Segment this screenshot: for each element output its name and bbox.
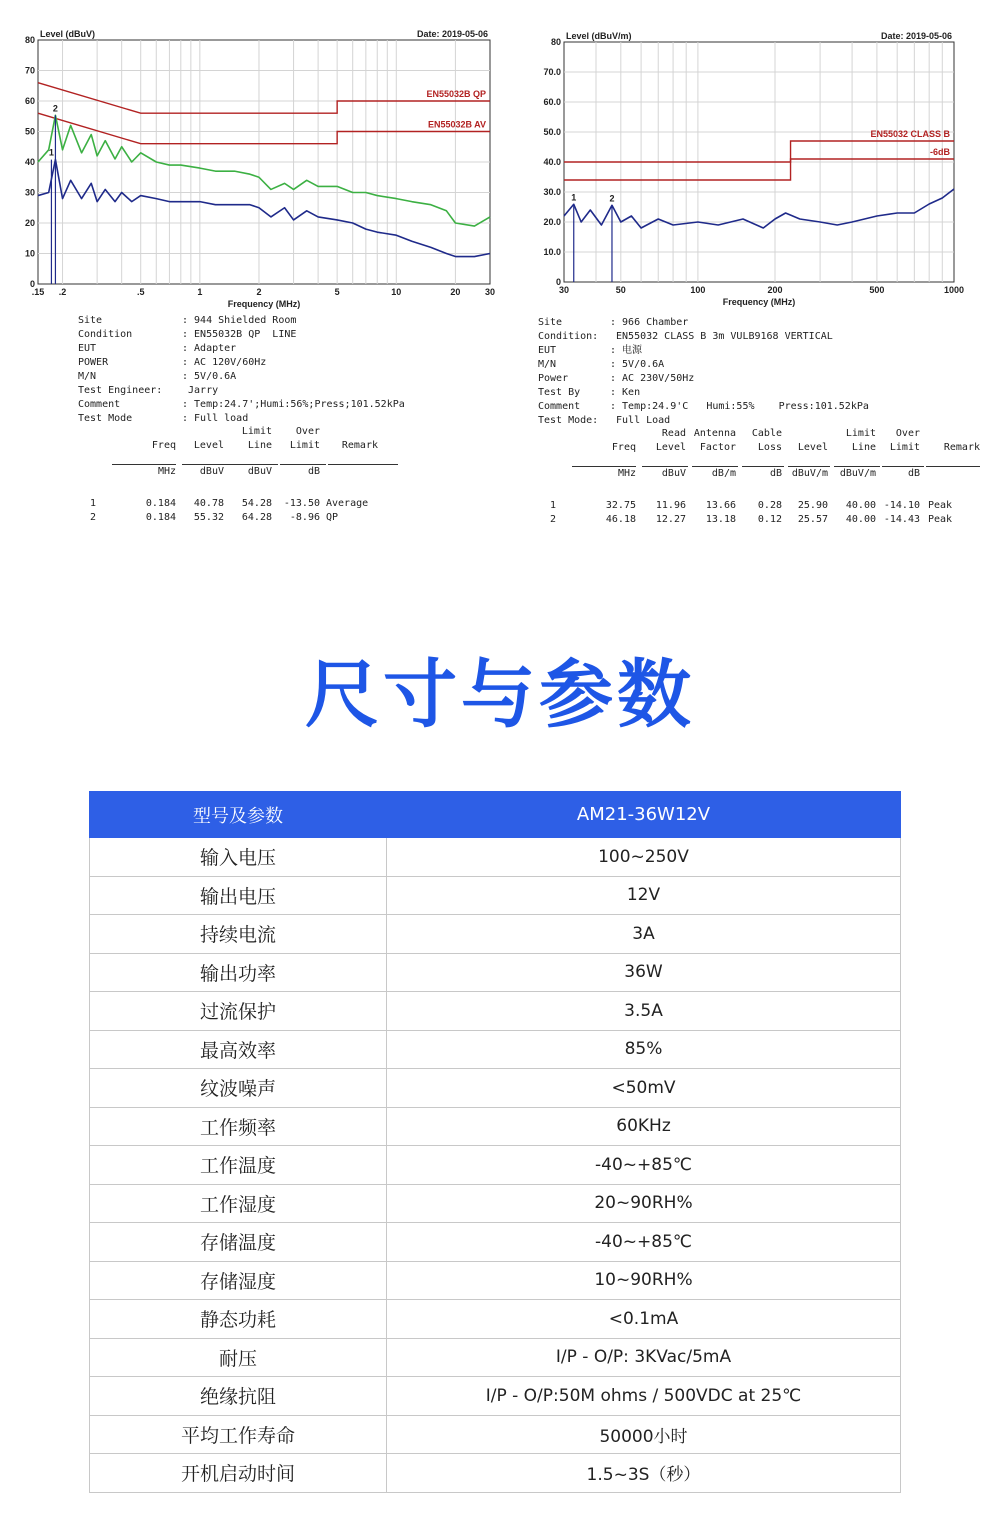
table-rule (230, 464, 278, 465)
table-cell: 46.18 (605, 514, 636, 525)
table-header-cell: dB (307, 466, 320, 477)
spec-param-name: 绝缘抗阻 (90, 1377, 387, 1416)
table-rule (328, 464, 398, 465)
info-key: Test Mode (78, 413, 133, 424)
y-tick-label: 50.0 (543, 127, 561, 137)
table-header-cell: Freq (611, 442, 636, 453)
info-key: Comment (538, 401, 581, 412)
info-row (78, 412, 405, 426)
x-tick-label: 10 (391, 287, 402, 297)
limit-line-label: EN55032B AV (427, 119, 486, 130)
y-tick-label: 30.0 (543, 187, 561, 197)
info-value: : EN55032B QP LINE (182, 329, 297, 340)
spec-param-name: 存储温度 (90, 1223, 387, 1262)
table-header-cell: Line (851, 442, 876, 453)
info-key: Test By (538, 387, 581, 398)
info-key: Comment (78, 399, 121, 410)
conducted-test-info (78, 314, 405, 426)
table-rule (572, 466, 636, 467)
info-row (538, 330, 869, 344)
table-header-cell: Limit (241, 426, 272, 437)
spec-param-value: 50000小时 (387, 1415, 901, 1454)
y-tick-label: 50 (24, 126, 35, 137)
spec-row (90, 1223, 901, 1262)
x-tick-label: 1000 (943, 285, 965, 295)
info-key: Condition: (538, 331, 599, 342)
table-cell: 32.75 (605, 500, 636, 511)
spec-row (90, 1146, 901, 1185)
info-value: : Full load (182, 413, 249, 424)
x-tick-label: 50 (615, 285, 626, 295)
table-header-cell: Over (895, 428, 920, 439)
info-value: : 5V/0.6A (182, 371, 237, 382)
y-axis-label: Level (dBuV) (40, 29, 96, 39)
y-tick-label: 20.0 (543, 217, 561, 227)
section-title: 尺寸与参数 (305, 652, 695, 738)
info-row (78, 314, 405, 328)
radiated-test-info (538, 316, 869, 428)
table-cell: 11.96 (655, 500, 686, 511)
info-value: : 5V/0.6A (610, 359, 665, 370)
table-header-cell: Limit (889, 442, 920, 453)
x-tick-label: 100 (690, 285, 706, 295)
conducted-result-table (78, 426, 408, 526)
radiated-emission-chart (530, 28, 970, 313)
table-header-cell: dBuV (199, 466, 224, 477)
info-value: EN55032 CLASS B 3m VULB9168 VERTICAL (610, 331, 833, 342)
y-tick-label: 30 (24, 187, 35, 198)
marker-label: 2 (609, 193, 615, 204)
table-header-cell: Antenna (693, 428, 736, 439)
table-cell: -14.10 (883, 500, 920, 511)
info-key: EUT (78, 343, 97, 354)
info-key: Test Mode: (538, 415, 599, 426)
table-cell: -14.43 (883, 514, 920, 525)
x-tick-label: 30 (484, 287, 496, 297)
table-cell: 0.28 (757, 500, 782, 511)
spec-param-value: 36W (387, 953, 901, 992)
table-cell: 55.32 (193, 512, 224, 523)
table-header-cell: Read (661, 428, 686, 439)
table-header-cell: Level (193, 440, 224, 451)
table-rule (788, 466, 830, 467)
spec-param-name: 存储湿度 (90, 1261, 387, 1300)
table-rule (882, 466, 924, 467)
table-cell: 64.28 (241, 512, 272, 523)
spec-param-value: 3A (387, 915, 901, 954)
table-header-cell: Level (655, 442, 686, 453)
table-header-cell: Factor (699, 442, 736, 453)
info-value: : 电源 (610, 345, 643, 356)
spec-param-name: 耐压 (90, 1338, 387, 1377)
table-header-cell: Limit (289, 440, 320, 451)
x-tick-label: .15 (31, 287, 45, 297)
spec-param-value: 20~90RH% (387, 1184, 901, 1223)
info-row (538, 386, 869, 400)
table-cell: 0.12 (757, 514, 782, 525)
table-header-cell: dBuV (661, 468, 686, 479)
info-row (538, 372, 869, 386)
chart-date: Date: 2019-05-06 (416, 29, 488, 39)
table-cell: 13.18 (705, 514, 736, 525)
info-key: Site (78, 315, 103, 326)
spec-table (89, 791, 901, 1493)
table-rule (742, 466, 784, 467)
table-rule (280, 464, 326, 465)
info-key: POWER (78, 357, 109, 368)
limit-line-label: EN55032 CLASS B (870, 129, 950, 139)
x-tick-label: 20 (450, 287, 461, 297)
x-tick-label: 1 (197, 287, 203, 297)
info-row (78, 370, 405, 384)
spec-param-value: 3.5A (387, 992, 901, 1031)
info-row (538, 414, 869, 428)
y-tick-label: 10.0 (543, 247, 561, 257)
spec-row (90, 953, 901, 992)
y-tick-label: 0 (29, 279, 35, 289)
x-tick-label: 5 (334, 287, 340, 297)
spec-param-name: 开机启动时间 (90, 1454, 387, 1493)
spec-param-name: 持续电流 (90, 915, 387, 954)
table-header-cell: Line (247, 440, 272, 451)
spec-param-value: 100~250V (387, 838, 901, 877)
info-row (78, 398, 405, 412)
info-key: M/N (538, 359, 557, 370)
table-header-cell: Loss (757, 442, 782, 453)
y-tick-label: 70.0 (543, 67, 561, 77)
spec-header-model: AM21-36W12V (387, 792, 901, 838)
spec-param-name: 工作湿度 (90, 1184, 387, 1223)
info-value: : Temp:24.9'C Humi:55% Press:101.52kPa (610, 401, 869, 412)
x-axis-label: Frequency (MHz) (722, 297, 796, 307)
spec-row (90, 1069, 901, 1108)
spec-row (90, 992, 901, 1031)
table-cell: 12.27 (655, 514, 686, 525)
spec-param-value: 12V (387, 876, 901, 915)
spec-row (90, 1107, 901, 1146)
table-cell: Average (326, 498, 369, 509)
table-cell: 1 (90, 498, 97, 509)
table-cell: Peak (928, 500, 953, 511)
x-tick-label: .2 (58, 287, 67, 297)
info-row (538, 358, 869, 372)
x-tick-label: 200 (767, 285, 783, 295)
spec-row (90, 1377, 901, 1416)
spec-row (90, 1261, 901, 1300)
info-value: Jarry (182, 385, 219, 396)
spec-header-param: 型号及参数 (90, 792, 387, 838)
x-tick-label: 2 (256, 287, 262, 297)
table-rule (926, 466, 980, 467)
y-axis-label: Level (dBuV/m) (566, 31, 632, 41)
info-row (78, 342, 405, 356)
spec-row (90, 1415, 901, 1454)
spec-param-name: 平均工作寿命 (90, 1415, 387, 1454)
table-cell: 40.78 (193, 498, 224, 509)
info-row (538, 316, 869, 330)
limit-line-label: EN55032B QP (426, 89, 486, 99)
table-header-cell: dB (907, 468, 920, 479)
table-rule (834, 466, 880, 467)
info-value: : AC 230V/50Hz (610, 373, 695, 384)
info-row (78, 384, 405, 398)
spec-param-name: 静态功耗 (90, 1300, 387, 1339)
limit-line-label: -6dB (930, 147, 950, 157)
spec-param-value: 85% (387, 1030, 901, 1069)
table-cell: 40.00 (845, 514, 876, 525)
table-cell: 0.184 (145, 512, 176, 523)
spec-row (90, 1338, 901, 1377)
spec-row (90, 915, 901, 954)
chart-date: Date: 2019-05-06 (880, 31, 952, 41)
spec-param-name: 输出功率 (90, 953, 387, 992)
info-key: Condition (78, 329, 133, 340)
info-row (78, 328, 405, 342)
spec-row (90, 1454, 901, 1493)
spec-row (90, 1030, 901, 1069)
table-header-cell: Remark (943, 442, 980, 453)
y-tick-label: 70 (24, 65, 35, 76)
info-value: : Temp:24.7';Humi:56%;Press;101.52kPa (182, 399, 405, 410)
table-rule (692, 466, 738, 467)
spec-param-value: I/P - O/P: 3KVac/5mA (387, 1338, 901, 1377)
table-rule (642, 466, 688, 467)
info-value: : 966 Chamber (610, 317, 689, 328)
table-header-cell: Cable (751, 428, 782, 439)
info-value: : Adapter (182, 343, 237, 354)
spec-row (90, 838, 901, 877)
table-header-cell: dBuV/m (839, 468, 876, 479)
info-key: Test Engineer: (78, 385, 163, 396)
spec-row (90, 876, 901, 915)
table-header-cell: dB/m (711, 468, 736, 479)
spec-param-value: I/P - O/P:50M ohms / 500VDC at 25℃ (387, 1377, 901, 1416)
y-tick-label: 80 (24, 35, 35, 45)
info-value: : 944 Shielded Room (182, 315, 297, 326)
table-cell: 25.90 (797, 500, 828, 511)
y-tick-label: 20 (24, 218, 35, 228)
conducted-emission-chart (20, 28, 500, 313)
spec-param-value: 10~90RH% (387, 1261, 901, 1300)
spec-param-name: 纹波噪声 (90, 1069, 387, 1108)
info-value: : Ken (610, 387, 641, 398)
spec-param-value: <0.1mA (387, 1300, 901, 1339)
table-cell: 54.28 (241, 498, 272, 509)
info-value: : AC 120V/60Hz (182, 357, 267, 368)
table-cell: 1 (550, 500, 557, 511)
table-header-cell: Freq (151, 440, 176, 451)
spec-param-value: -40~+85℃ (387, 1146, 901, 1185)
spec-row (90, 1300, 901, 1339)
marker-label: 1 (571, 192, 577, 203)
table-header-cell: dB (769, 468, 782, 479)
table-header-cell: dBuV (247, 466, 272, 477)
y-tick-label: 60.0 (543, 97, 561, 107)
table-header-cell: dBuV/m (791, 468, 828, 479)
x-axis-label: Frequency (MHz) (227, 299, 301, 309)
table-cell: 13.66 (705, 500, 736, 511)
info-key: M/N (78, 371, 97, 382)
table-header-cell: MHz (157, 466, 176, 477)
info-row (78, 356, 405, 370)
y-tick-label: 10 (24, 248, 35, 259)
spec-param-name: 输入电压 (90, 838, 387, 877)
info-key: Power (538, 373, 569, 384)
x-tick-label: 30 (558, 285, 570, 295)
spec-table-header (90, 792, 901, 838)
table-header-cell: Remark (341, 440, 378, 451)
table-cell: 2 (90, 512, 97, 523)
table-rule (112, 464, 176, 465)
table-cell: -8.96 (289, 512, 320, 523)
y-tick-label: 60 (24, 96, 35, 106)
marker-label: 2 (52, 103, 58, 114)
y-tick-label: 80 (550, 37, 561, 47)
spec-param-name: 工作温度 (90, 1146, 387, 1185)
y-tick-label: 40.0 (543, 157, 561, 167)
table-header-cell: Limit (845, 428, 876, 439)
info-row (538, 400, 869, 414)
info-value: Full Load (610, 415, 671, 426)
marker-label: 1 (48, 147, 54, 158)
spec-param-name: 工作频率 (90, 1107, 387, 1146)
spec-param-name: 最高效率 (90, 1030, 387, 1069)
table-cell: -13.50 (283, 498, 320, 509)
info-row (538, 344, 869, 358)
spec-param-value: 1.5~3S（秒） (387, 1454, 901, 1493)
table-cell: 40.00 (845, 500, 876, 511)
x-tick-label: .5 (136, 287, 145, 297)
table-header-cell: Over (295, 426, 320, 437)
y-tick-label: 40 (24, 157, 35, 167)
spec-row (90, 1184, 901, 1223)
spec-param-name: 输出电压 (90, 876, 387, 915)
y-tick-label: 0 (555, 277, 561, 287)
x-tick-label: 500 (869, 285, 885, 295)
table-cell: QP (326, 512, 339, 523)
radiated-result-table (538, 428, 988, 528)
table-header-cell: Level (797, 442, 828, 453)
table-rule (182, 464, 230, 465)
info-key: Site (538, 317, 563, 328)
table-cell: 0.184 (145, 498, 176, 509)
spec-param-value: <50mV (387, 1069, 901, 1108)
spec-param-name: 过流保护 (90, 992, 387, 1031)
spec-param-value: -40~+85℃ (387, 1223, 901, 1262)
table-cell: 25.57 (797, 514, 828, 525)
table-cell: Peak (928, 514, 953, 525)
table-header-cell: MHz (617, 468, 636, 479)
info-key: EUT (538, 345, 557, 356)
spec-param-value: 60KHz (387, 1107, 901, 1146)
table-cell: 2 (550, 514, 557, 525)
